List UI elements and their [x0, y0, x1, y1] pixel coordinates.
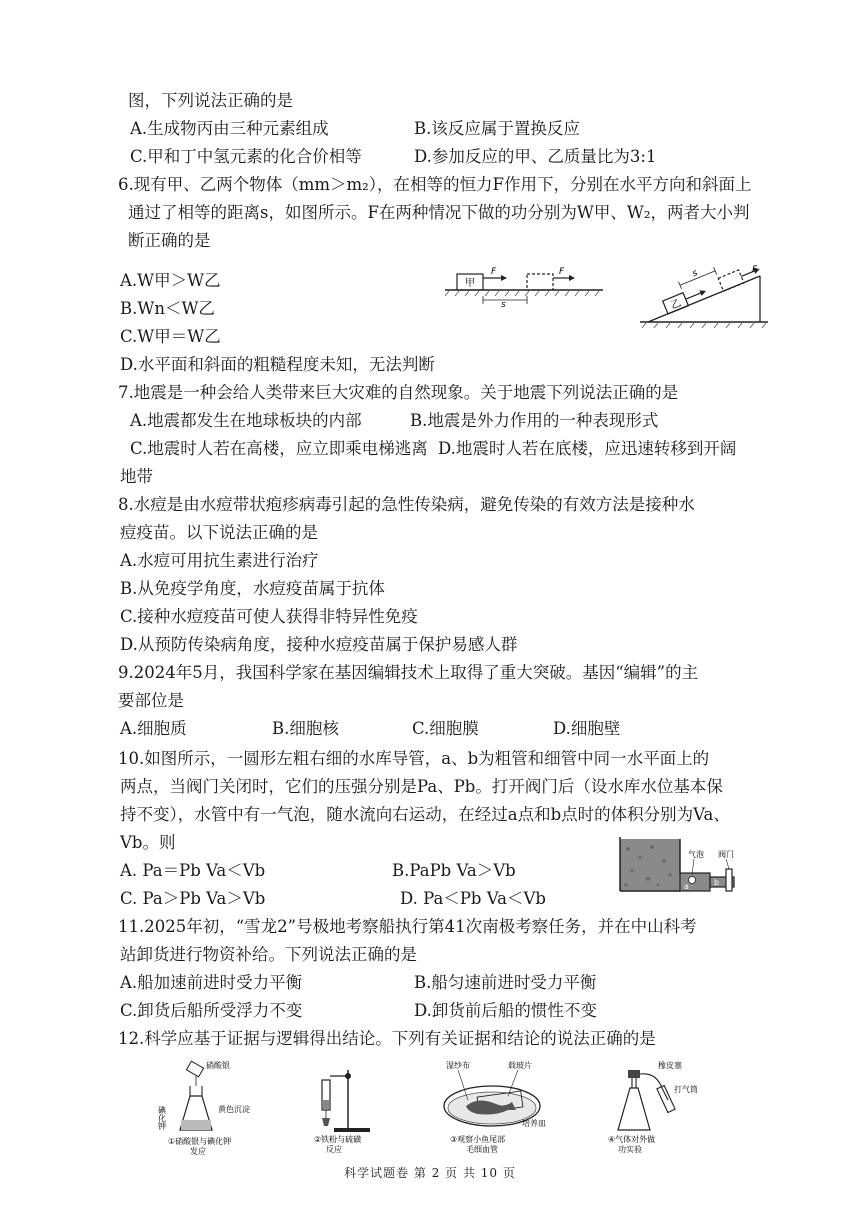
q12-stem: 12.科学应基于证据与逻辑得出结论。下列有关证据和结论的说法正确的是 — [118, 1029, 656, 1048]
q6-fig-incline-f-label: F — [752, 265, 758, 275]
q9-option-b: B.细胞核 — [272, 719, 339, 738]
q10-option-c: C. Pa＞Pb Va＞Vb — [120, 889, 266, 908]
q10-option-a: A. Pa＝Pb Va＜Vb — [120, 861, 266, 880]
q6-option-a: A.W甲＞W乙 — [120, 271, 221, 290]
q10-stem-line2: 两点，当阀门关闭时，它们的压强分别是Pa、Pb。打开阀门后（设水库水位基本保 — [120, 777, 723, 796]
q5-option-d: D.参加反应的甲、乙质量比为3:1 — [414, 147, 657, 166]
q10-stem-line4: Vb。则 — [120, 833, 176, 852]
q6-fig-f-label-1: F — [491, 267, 497, 277]
q12-figure-3 — [438, 1058, 558, 1156]
q7-option-d: D.地震时人若在底楼，应迅速转移到开阔 — [438, 439, 737, 458]
q10-fig-a-label: a — [684, 882, 689, 891]
q6-fig-f-label-2: F — [559, 267, 565, 277]
q7-option-c: C.地震时人若在高楼，应立即乘电梯逃离 — [130, 439, 428, 458]
q12-fig1-top-label: 硝酸银 — [206, 1061, 230, 1070]
q6-option-c: C.W甲＝W乙 — [120, 327, 221, 346]
q9-option-d: D.细胞壁 — [553, 719, 621, 738]
q6-figure-horizontal — [445, 264, 605, 308]
q9-option-a: A.细胞质 — [120, 719, 187, 738]
q12-fig4-caption-1: ④气体对外做 — [608, 1135, 656, 1144]
q12-fig1-side-label: 碘化钾 — [157, 1106, 167, 1130]
q10-stem-line3: 持不变），水管中有一气泡，随水流向右运动，在经过a点和b点时的体积分别为Va、 — [120, 805, 730, 824]
q12-fig4-label-2: 打气筒 — [674, 1085, 698, 1094]
q6-fig-s-label: s — [501, 300, 506, 310]
q5-option-c: C.甲和丁中氢元素的化合价相等 — [130, 147, 362, 166]
q6-option-b: B.Wn＜W乙 — [120, 299, 215, 318]
q12-fig3-label-2: 载玻片 — [508, 1061, 532, 1070]
q9-option-c: C.细胞膜 — [412, 719, 479, 738]
q11-option-a: A.船加速前进时受力平衡 — [120, 973, 303, 992]
q9-stem-line1: 9.2024年5月，我国科学家在基因编辑技术上取得了重大突破。基因“编辑”的主 — [118, 663, 699, 682]
q12-fig2-caption-1: ②铁粉与硫磺 — [314, 1135, 362, 1144]
q10-option-d: D. Pa＜Pb Va＜Vb — [400, 889, 546, 908]
q12-figure-4 — [608, 1058, 708, 1156]
q12-fig3-caption-2: 毛细血管 — [466, 1145, 498, 1154]
q12-fig1-caption-1: ①硝酸银与碘化钾 — [168, 1137, 232, 1146]
q12-fig1-caption-2: 发应 — [190, 1147, 206, 1156]
q7-option-b: B.地震是外力作用的一种表现形式 — [410, 411, 659, 430]
q11-stem-line2: 站卸货进行物资补给。下列说法正确的是 — [120, 945, 417, 964]
q12-fig2-caption-2: 反应 — [326, 1145, 342, 1154]
q12-fig4-label-1: 橡皮塞 — [658, 1061, 682, 1070]
q11-option-d: D.卸货前后船的惯性不变 — [414, 1001, 597, 1020]
q11-option-b: B.船匀速前进时受力平衡 — [414, 973, 597, 992]
page-footer: 科学试题卷 第 2 页 共 10 页 — [344, 1166, 516, 1180]
q8-option-d: D.从预防传染病角度，接种水痘疫苗属于保护易感人群 — [120, 635, 518, 654]
q12-fig4-caption-2: 功实验 — [618, 1145, 642, 1154]
q12-figure-1 — [157, 1058, 280, 1156]
q7-stem: 7.地震是一种会给人类带来巨大灾难的自然现象。关于地震下列说法正确的是 — [118, 383, 679, 402]
q12-fig1-right-label: 黄色沉淀 — [218, 1105, 250, 1114]
q8-option-b: B.从免疫学角度，水痘疫苗属于抗体 — [120, 579, 385, 598]
q11-stem-line1: 11.2025年初，“雪龙2”号极地考察船执行第41次南极考察任务，并在中山科考 — [118, 917, 697, 936]
q5-option-b: B.该反应属于置换反应 — [414, 119, 580, 138]
q8-option-c: C.接种水痘疫苗可使人获得非特异性免疫 — [120, 607, 418, 626]
q12-fig3-label-3: 培养皿 — [522, 1119, 546, 1128]
q10-stem-line1: 10.如图所示，一圆形左粗右细的水库导管，a、b为粗管和细管中同一水平面上的 — [118, 749, 710, 768]
q6-option-d: D.水平面和斜面的粗糙程度未知，无法判断 — [120, 355, 435, 374]
q6-fig-incline-s-label: s — [691, 268, 700, 280]
q5-stem-tail: 图，下列说法正确的是 — [128, 91, 293, 110]
q10-figure-reservoir — [618, 835, 744, 893]
q10-option-b: B.PaPb Va＞Vb — [392, 861, 516, 880]
q5-option-a: A.生成物丙由三种元素组成 — [130, 119, 329, 138]
q7-option-d-cont: 地带 — [120, 467, 153, 486]
q12-fig3-label-1: 湿纱布 — [446, 1061, 470, 1070]
q10-fig-bubble-label: 气泡 — [688, 850, 704, 859]
q12-fig3-caption-1: ③观察小鱼尾部 — [450, 1135, 506, 1144]
q6-fig-jia-label: 甲 — [465, 278, 475, 289]
q12-figure-2 — [308, 1066, 388, 1156]
q8-stem-line1: 8.水痘是由水痘带状疱疹病毒引起的急性传染病，避免传染的有效方法是接种水 — [118, 495, 695, 514]
q7-option-a: A.地震都发生在地球板块的内部 — [130, 411, 362, 430]
q8-stem-line2: 痘疫苗。以下说法正确的是 — [120, 523, 318, 542]
q6-stem-line3: 断正确的是 — [128, 231, 211, 250]
q6-stem-line1: 6.现有甲、乙两个物体（mm＞m₂），在相等的恒力F作用下，分别在水平方向和斜面上 — [118, 175, 752, 194]
q10-fig-b-label: b — [714, 878, 720, 887]
q6-fig-yi-label: 乙 — [669, 297, 683, 312]
q6-stem-line2: 通过了相等的距离s，如图所示。F在两种情况下做的功分别为W甲、W₂，两者大小判 — [128, 203, 750, 222]
q8-option-a: A.水痘可用抗生素进行治疗 — [120, 551, 319, 570]
q10-fig-valve-label: 阀门 — [718, 850, 734, 859]
q11-option-c: C.卸货后船所受浮力不变 — [120, 1001, 303, 1020]
q6-figure-incline — [640, 258, 770, 330]
q9-stem-line2: 要部位是 — [118, 691, 184, 710]
